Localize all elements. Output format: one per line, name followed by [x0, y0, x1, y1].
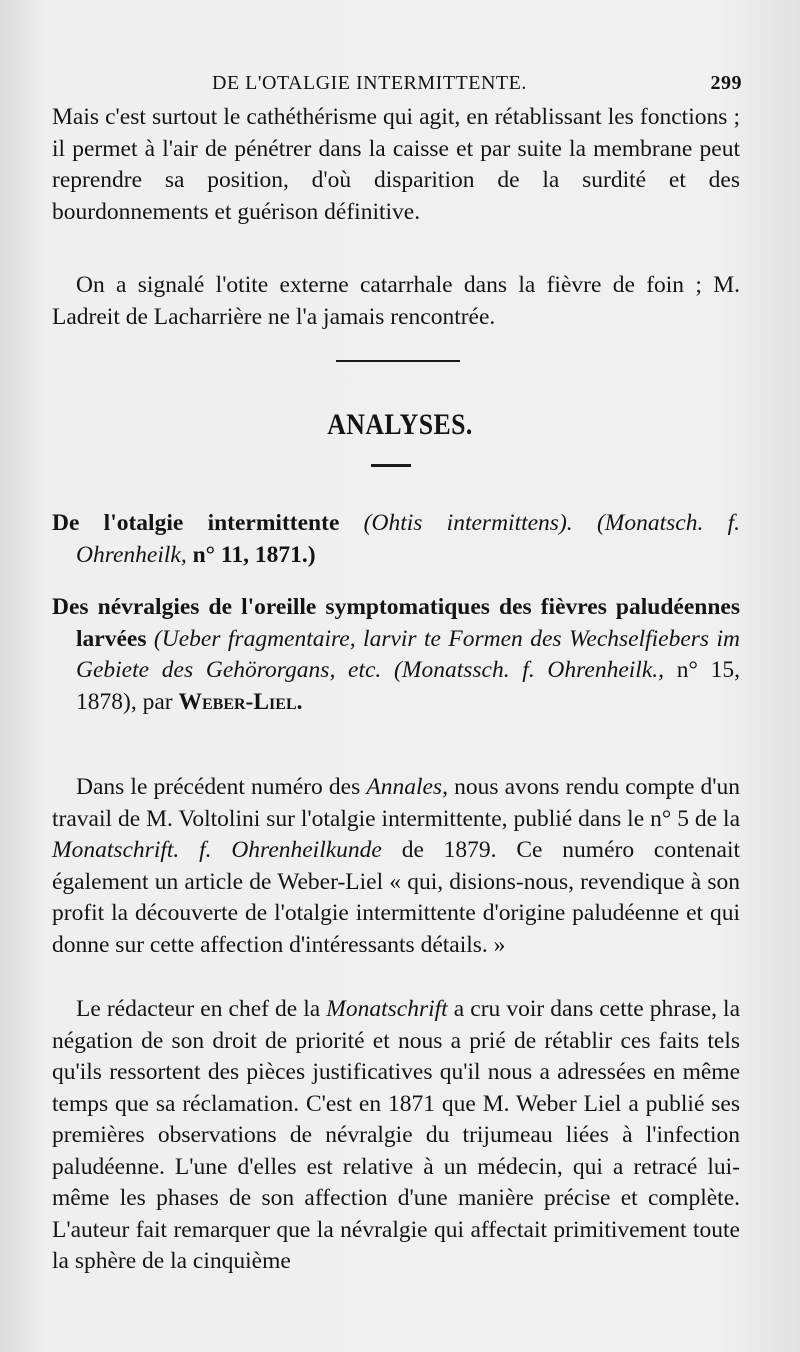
running-title: DE L'OTALGIE INTERMITTENTE. [212, 72, 527, 94]
entry1-number: n° 11, 1871.) [192, 541, 316, 568]
entry2-author: Weber-Liel. [178, 688, 303, 715]
para3-text-2: nous avons rendu compte d'un travail de M. Voltolini sur l'otalgie intermittente, publié dans le n° 5 de la [52, 774, 740, 832]
entry2-journal: (Monatssch. f. Ohrenheilk., [394, 657, 665, 683]
entry2-title: Des névralgies de l'oreille symptomatiques des fièvres paludéennes larvées [52, 594, 740, 652]
entry1-title: De l'otalgie intermittente [52, 510, 340, 536]
bibliography-entry-1 [52, 508, 740, 571]
entry2-german-title: (Ueber fragmentaire, larvir te Formen des Wechselfiebers im Gebiete des Gehörorgans, etc. [76, 625, 741, 683]
section-divider-bottom [371, 464, 411, 467]
para3-text-3: de 1879. Ce numéro contenait également un article de Weber-Liel « qui, disions-nous, revendique à son profit la découverte de l'otalgie intermittente d'origine paludéenne et qui donne sur cette affection d'intéressants détails. » [52, 837, 741, 958]
entry1-latin-title: (Ohtis intermittens). [363, 510, 573, 536]
paragraph-previous-issue [52, 772, 740, 961]
page-number: 299 [710, 72, 742, 94]
para4-text-2: a cru voir dans cette phrase, la négation de son droit de priorité et nous a prié de rétablir ces faits tels qu'ils ressortent des pièces justificatives qu'il nous a adressées en même temps que sa réclamation. C'est en 1871 que M. Weber Liel a publié ses premières observations de névralgie du trijumeau liées à l'infection paludéenne. L'une d'elles est relative à un médecin, qui a retracé lui-même les phases de son affection d'une manière précise et complète. L'auteur fait remarquer que la névralgie qui affectait primitivement toute la sphère de la cinquième [52, 996, 741, 1274]
bibliography-entry-2 [52, 592, 740, 718]
section-divider-top [336, 360, 460, 362]
entry2-number: n° 15, 1878), par [76, 657, 741, 715]
para4-text-1: Le rédacteur en chef de la [76, 996, 321, 1022]
para3-text-1: Dans le précédent numéro des [76, 774, 361, 800]
paragraph-editor-claim [52, 994, 740, 1278]
para3-annales: Annales, [366, 774, 448, 800]
paragraph-hay-fever: On a signalé l'otite externe catarrhale dans la fièvre de foin ; M. Ladreit de Lacharrière ne l'a jamais rencontrée. [52, 272, 740, 330]
running-header [52, 72, 742, 98]
section-heading: ANALYSES. [327, 408, 473, 441]
entry1-journal: (Monatsch. f. Ohrenheilk, [76, 510, 740, 568]
paragraph-catheterism: Mais c'est surtout le cathéthérisme qui agit, en rétablissant les fonctions ; il permet à l'air de pénétrer dans la caisse et par suite la membrane peut reprendre sa position, d'où disparition de la surdité et des bourdonnements et guérison définitive. [52, 104, 740, 225]
para3-journal: Monatschrift. f. Ohrenheilkunde [52, 837, 382, 863]
para4-journal: Monatschrift [326, 996, 448, 1022]
